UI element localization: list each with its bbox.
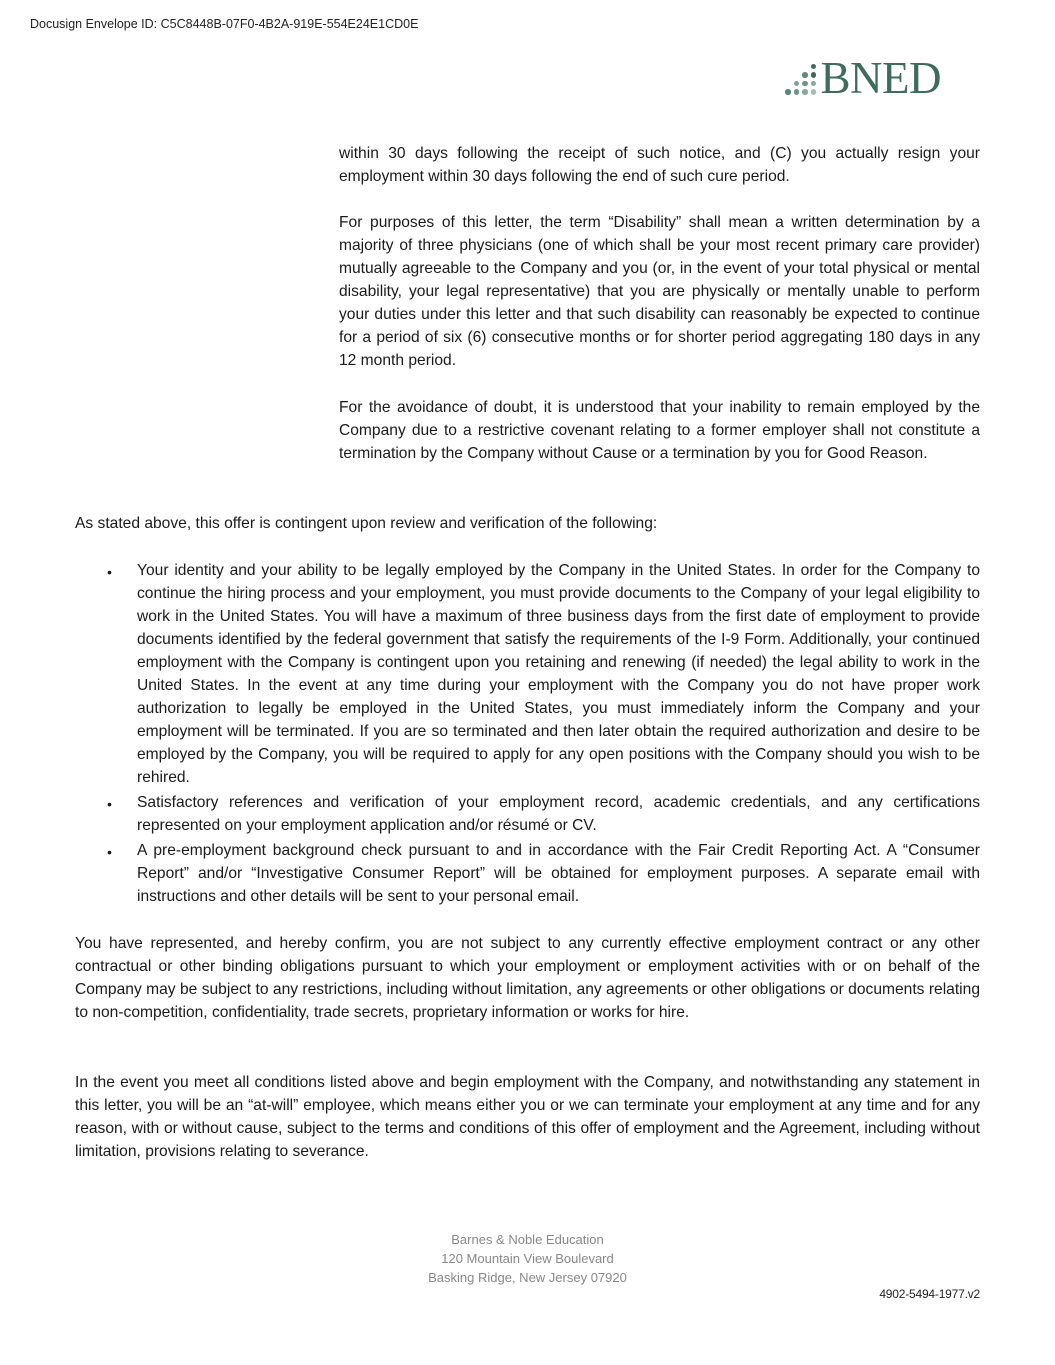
footer-street: 120 Mountain View Boulevard [441, 1251, 614, 1266]
bned-logo [785, 53, 941, 103]
bullet-icon: • [107, 844, 112, 860]
paragraph-restrictive-covenant: For the avoidance of doubt, it is understood that your inability to remain employed by the Company due to a restrictive covenant relating to a former employer shall not constitute a termination by the Company without Cause or a termination by you for Good Reason. [339, 399, 980, 462]
list-item-identity-verification: Your identity and your ability to be legally employed by the Company in the United States. In order for the Company to continue the hiring process and your employment, you must provide documents to the Company of your legal eligibility to work in the United States. You will have a maximum of three business days from the first date of employment to provide documents identified by the federal government that satisfy the requirements of the I-9 Form. Additionally, your continued employment with the Company is contingent upon you retaining and renewing (if needed) the legal ability to work in the United States. In the event at any time during your employment with the Company you do not have proper work authorization to legally be employed in the United States, you must immediately inform the Company and your employment will be terminated. If you are so terminated and then later obtain the required authorization and desire to be employed by the Company, you will be required to apply for any open positions with the Company should you wish to be rehired. [137, 562, 980, 786]
dot-grid-icon [785, 64, 817, 96]
paragraph-contingency-intro: As stated above, this offer is contingent upon review and verification of the following: [75, 515, 658, 532]
footer-city-state: Basking Ridge, New Jersey 07920 [428, 1270, 627, 1285]
paragraph-at-will: In the event you meet all conditions listed above and begin employment with the Company, and notwithstanding any statement in this letter, you will be an “at-will” employee, which means either you or we can terminate your employment at any time and for any reason, with or without cause, subject to the terms and conditions of this offer of employment and the Agreement, including without limitation, provisions relating to severance. [75, 1074, 980, 1160]
paragraph-representations: You have represented, and hereby confirm, you are not subject to any currently effective employment contract or any other contractual or other binding obligations pursuant to which your employment or employment activities with or on behalf of the Company may be subject to any restrictions, including without limitation, any agreements or other obligations or documents relating to non-competition, confidentiality, trade secrets, proprietary information or works for hire. [75, 935, 980, 1021]
bullet-icon: • [107, 564, 112, 580]
list-item-background-check: A pre-employment background check pursuant to and in accordance with the Fair Credit Reporting Act. A “Consumer Report” and/or “Investigative Consumer Report” will be obtained for employment purposes. A separate email with instructions and other details will be sent to your personal email. [137, 842, 980, 905]
footer-address [0, 1230, 1055, 1287]
footer-company-name: Barnes & Noble Education [451, 1232, 604, 1247]
document-id: 4902-5494-1977.v2 [879, 1287, 980, 1301]
logo-text: BNED [820, 53, 941, 103]
paragraph-cure-period: within 30 days following the receipt of such notice, and (C) you actually resign your employment within 30 days following the end of such cure period. [339, 145, 980, 185]
docusign-envelope-id: Docusign Envelope ID: C5C8448B-07F0-4B2A-919E-554E24E1CD0E [30, 17, 419, 31]
paragraph-disability-definition: For purposes of this letter, the term “Disability” shall mean a written determination by a majority of three physicians (one of which shall be your most recent primary care provider) mutually agreeable to the Company and you (or, in the event of your total physical or mental disability, your legal representative) that you are physically or mentally unable to perform your duties under this letter and that such disability can reasonably be expected to continue for a period of six (6) consecutive months or for shorter period aggregating 180 days in any 12 month period. [339, 214, 980, 369]
list-item-references: Satisfactory references and verification of your employment record, academic credentials, and any certifications represented on your employment application and/or résumé or CV. [137, 794, 980, 834]
bullet-icon: • [107, 796, 112, 812]
